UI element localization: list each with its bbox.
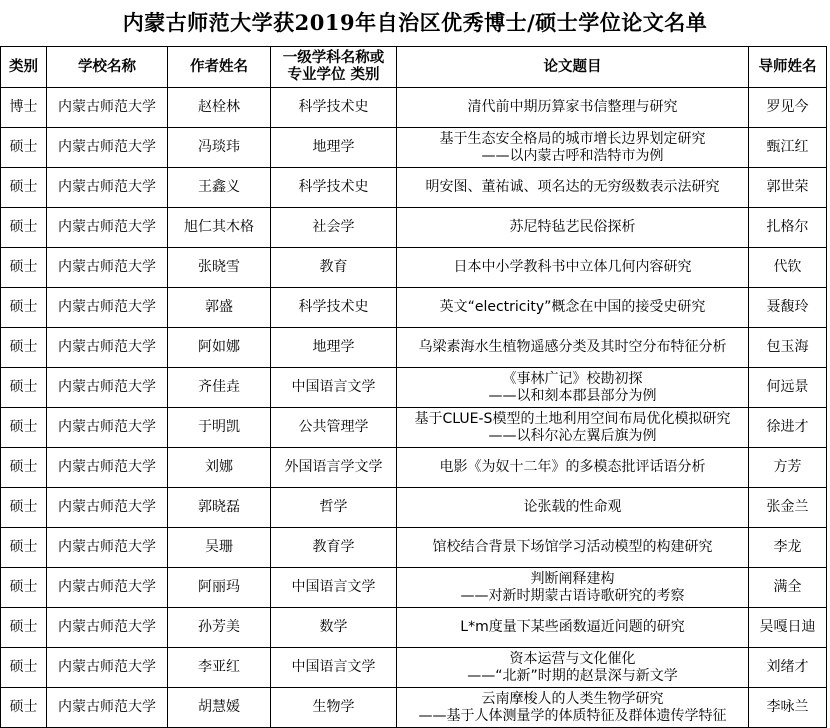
cell-thesis xyxy=(397,448,749,488)
table-row xyxy=(1,648,827,688)
cell-category: 硕士 xyxy=(1,488,47,528)
cell-school: 内蒙古师范大学 xyxy=(47,528,168,568)
cell-thesis xyxy=(397,488,749,528)
cell-school: 内蒙古师范大学 xyxy=(47,128,168,168)
thesis-title-line: 明安图、董祐诚、项名达的无穷级数表示法研究 xyxy=(425,179,720,195)
table-row xyxy=(1,328,827,368)
cell-discipline: 中国语言文学 xyxy=(271,568,397,608)
thesis-subtitle-line: ——以科尔沁左翼后旗为例 xyxy=(488,427,657,444)
cell-author: 郭晓磊 xyxy=(168,488,271,528)
thesis-title-line: 苏尼特毡艺民俗探析 xyxy=(509,219,636,235)
cell-school: 内蒙古师范大学 xyxy=(47,448,168,488)
table-row xyxy=(1,528,827,568)
document-title: 内蒙古师范大学获2019年自治区优秀博士/硕士学位论文名单 xyxy=(122,10,708,35)
cell-advisor: 聂馥玲 xyxy=(749,288,827,328)
thesis-subtitle-line: ——对新时期蒙古语诗歌研究的考察 xyxy=(460,587,685,604)
cell-advisor: 李龙 xyxy=(749,528,827,568)
thesis-title-line: L*m度量下某些函数逼近问题的研究 xyxy=(460,619,685,635)
cell-school: 内蒙古师范大学 xyxy=(47,248,168,288)
cell-school: 内蒙古师范大学 xyxy=(47,88,168,128)
header-school: 学校名称 xyxy=(47,47,168,88)
thesis-title-line: 论张载的性命观 xyxy=(523,499,622,515)
cell-category: 硕士 xyxy=(1,168,47,208)
cell-school: 内蒙古师范大学 xyxy=(47,288,168,328)
cell-discipline: 中国语言文学 xyxy=(271,368,397,408)
cell-author: 郭盛 xyxy=(168,288,271,328)
cell-category: 硕士 xyxy=(1,648,47,688)
header-thesis: 论文题目 xyxy=(397,47,749,88)
cell-discipline: 数学 xyxy=(271,608,397,648)
cell-advisor: 李咏兰 xyxy=(749,688,827,728)
cell-school: 内蒙古师范大学 xyxy=(47,488,168,528)
table-row xyxy=(1,128,827,168)
cell-discipline: 科学技术史 xyxy=(271,288,397,328)
table-row xyxy=(1,288,827,328)
thesis-title-line: 基于生态安全格局的城市增长边界划定研究 xyxy=(439,130,706,147)
cell-school: 内蒙古师范大学 xyxy=(47,328,168,368)
cell-author: 刘娜 xyxy=(168,448,271,488)
cell-author: 冯琰玮 xyxy=(168,128,271,168)
cell-advisor: 何远景 xyxy=(749,368,827,408)
cell-advisor: 包玉海 xyxy=(749,328,827,368)
cell-advisor: 张金兰 xyxy=(749,488,827,528)
cell-school: 内蒙古师范大学 xyxy=(47,408,168,448)
cell-discipline: 科学技术史 xyxy=(271,88,397,128)
cell-discipline: 科学技术史 xyxy=(271,168,397,208)
cell-author: 王鑫义 xyxy=(168,168,271,208)
cell-advisor: 代钦 xyxy=(749,248,827,288)
cell-thesis xyxy=(397,688,749,728)
header-category: 类别 xyxy=(1,47,47,88)
cell-advisor: 徐进才 xyxy=(749,408,827,448)
cell-advisor: 刘绪才 xyxy=(749,648,827,688)
thesis-title-line: 基于CLUE-S模型的土地利用空间布局优化模拟研究 xyxy=(414,410,731,427)
thesis-title-line: 资本运营与文化催化 xyxy=(509,650,636,667)
cell-school: 内蒙古师范大学 xyxy=(47,368,168,408)
thesis-title-line: 判断阐释建构 xyxy=(530,570,615,587)
cell-category: 硕士 xyxy=(1,248,47,288)
cell-thesis xyxy=(397,608,749,648)
cell-thesis xyxy=(397,88,749,128)
cell-author: 阿如娜 xyxy=(168,328,271,368)
cell-author: 赵栓林 xyxy=(168,88,271,128)
cell-category: 硕士 xyxy=(1,448,47,488)
cell-thesis xyxy=(397,328,749,368)
cell-school: 内蒙古师范大学 xyxy=(47,688,168,728)
cell-discipline: 哲学 xyxy=(271,488,397,528)
cell-advisor: 甄江红 xyxy=(749,128,827,168)
cell-thesis xyxy=(397,568,749,608)
cell-author: 孙芳美 xyxy=(168,608,271,648)
thesis-title-line: 日本中小学教科书中立体几何内容研究 xyxy=(453,259,692,275)
cell-author: 齐佳垚 xyxy=(168,368,271,408)
cell-thesis xyxy=(397,168,749,208)
cell-category: 硕士 xyxy=(1,128,47,168)
cell-thesis xyxy=(397,648,749,688)
cell-discipline: 生物学 xyxy=(271,688,397,728)
cell-category: 硕士 xyxy=(1,328,47,368)
cell-category: 硕士 xyxy=(1,528,47,568)
thesis-list-table xyxy=(0,46,827,728)
cell-discipline: 地理学 xyxy=(271,128,397,168)
cell-advisor: 满全 xyxy=(749,568,827,608)
table-row xyxy=(1,368,827,408)
cell-thesis xyxy=(397,128,749,168)
thesis-title-line: 乌梁素海水生植物遥感分类及其时空分布特征分析 xyxy=(418,339,727,355)
cell-advisor: 吴嘎日迪 xyxy=(749,608,827,648)
thesis-title-line: 英文“electricity”概念在中国的接受史研究 xyxy=(439,299,706,315)
cell-thesis xyxy=(397,368,749,408)
cell-advisor: 扎格尔 xyxy=(749,208,827,248)
cell-category: 博士 xyxy=(1,88,47,128)
cell-advisor: 方芳 xyxy=(749,448,827,488)
table-row xyxy=(1,408,827,448)
cell-school: 内蒙古师范大学 xyxy=(47,168,168,208)
cell-discipline: 教育学 xyxy=(271,528,397,568)
cell-author: 张晓雪 xyxy=(168,248,271,288)
table-row xyxy=(1,248,827,288)
cell-school: 内蒙古师范大学 xyxy=(47,568,168,608)
table-row xyxy=(1,488,827,528)
thesis-subtitle-line: ——基于人体测量学的体质特征及群体遗传学特征 xyxy=(418,707,727,724)
cell-thesis xyxy=(397,408,749,448)
cell-category: 硕士 xyxy=(1,208,47,248)
thesis-subtitle-line: ——以内蒙古呼和浩特市为例 xyxy=(481,147,664,164)
cell-thesis xyxy=(397,288,749,328)
thesis-subtitle-line: ——“北新”时期的赵景深与新文学 xyxy=(467,667,678,684)
cell-discipline: 教育 xyxy=(271,248,397,288)
cell-category: 硕士 xyxy=(1,368,47,408)
table-row xyxy=(1,208,827,248)
cell-thesis xyxy=(397,528,749,568)
cell-author: 胡慧媛 xyxy=(168,688,271,728)
cell-thesis xyxy=(397,248,749,288)
cell-category: 硕士 xyxy=(1,608,47,648)
cell-school: 内蒙古师范大学 xyxy=(47,208,168,248)
cell-school: 内蒙古师范大学 xyxy=(47,608,168,648)
header-discipline xyxy=(271,47,397,88)
header-row xyxy=(1,47,827,88)
cell-category: 硕士 xyxy=(1,568,47,608)
cell-discipline: 中国语言文学 xyxy=(271,648,397,688)
cell-discipline: 地理学 xyxy=(271,328,397,368)
thesis-title-line: 电影《为奴十二年》的多模态批评话语分析 xyxy=(439,459,706,475)
header-advisor: 导师姓名 xyxy=(749,47,827,88)
cell-school: 内蒙古师范大学 xyxy=(47,648,168,688)
header-author: 作者姓名 xyxy=(168,47,271,88)
thesis-title-line: 云南摩梭人的人类生物学研究 xyxy=(481,690,664,707)
cell-category: 硕士 xyxy=(1,688,47,728)
header-discipline-line2: 专业学位 类别 xyxy=(287,67,380,83)
cell-author: 吴珊 xyxy=(168,528,271,568)
thesis-title-line: 《事林广记》校勘初探 xyxy=(502,370,643,387)
cell-author: 阿丽玛 xyxy=(168,568,271,608)
cell-thesis xyxy=(397,208,749,248)
table-row xyxy=(1,568,827,608)
cell-discipline: 公共管理学 xyxy=(271,408,397,448)
cell-author: 旭仁其木格 xyxy=(168,208,271,248)
thesis-title-line: 清代前中期历算家书信整理与研究 xyxy=(467,99,678,115)
cell-discipline: 外国语言学文学 xyxy=(271,448,397,488)
cell-advisor: 郭世荣 xyxy=(749,168,827,208)
table-row xyxy=(1,168,827,208)
table-row xyxy=(1,448,827,488)
cell-discipline: 社会学 xyxy=(271,208,397,248)
cell-author: 李亚红 xyxy=(168,648,271,688)
thesis-subtitle-line: ——以和刻本郡县部分为例 xyxy=(488,387,657,404)
cell-advisor: 罗见今 xyxy=(749,88,827,128)
table-row xyxy=(1,688,827,728)
cell-author: 于明凯 xyxy=(168,408,271,448)
cell-category: 硕士 xyxy=(1,408,47,448)
cell-category: 硕士 xyxy=(1,288,47,328)
table-row xyxy=(1,88,827,128)
table-row xyxy=(1,608,827,648)
header-discipline-line1: 一级学科名称或 xyxy=(282,50,385,66)
thesis-title-line: 馆校结合背景下场馆学习活动模型的构建研究 xyxy=(432,539,713,555)
